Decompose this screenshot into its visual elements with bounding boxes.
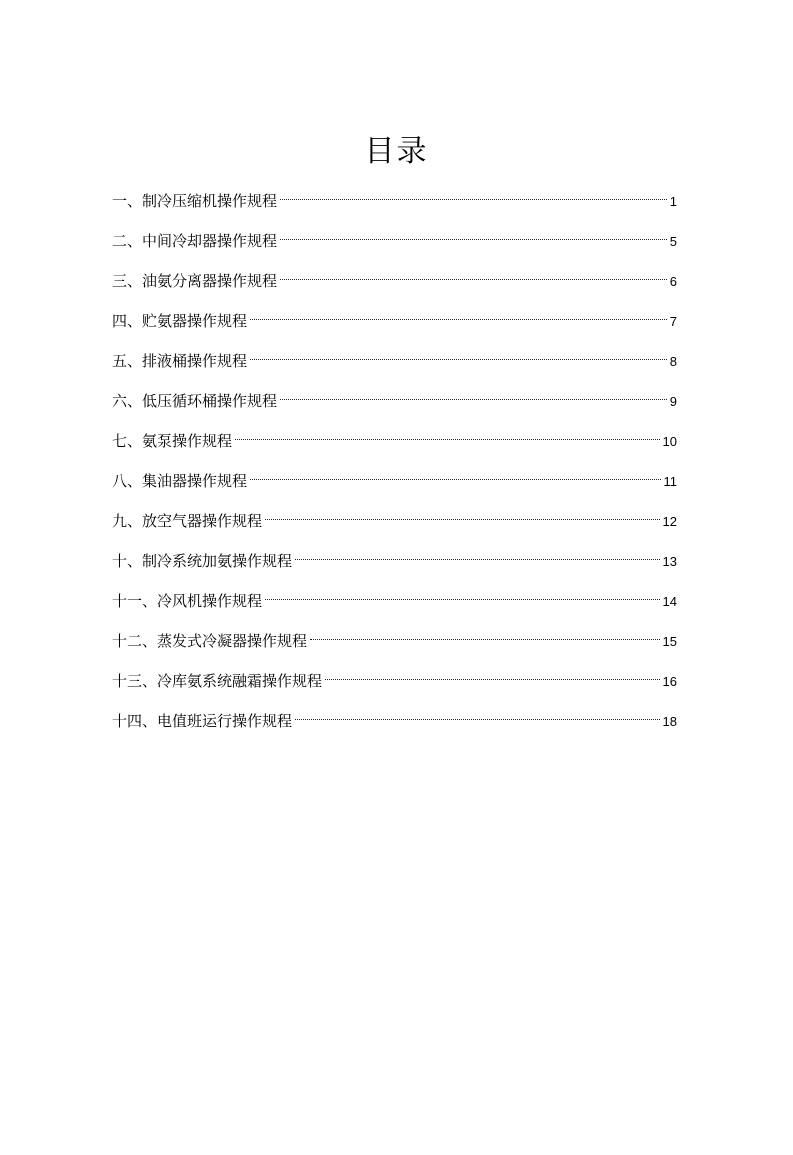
toc-entry-label: 三、油氨分离器操作规程: [112, 272, 278, 290]
toc-page-number: 5: [669, 234, 677, 249]
toc-page-number: 11: [663, 474, 677, 489]
toc-dot-leader: [280, 199, 667, 200]
toc-page-number: 10: [662, 434, 677, 449]
toc-page-number: 8: [669, 354, 677, 369]
toc-dot-leader: [250, 479, 660, 480]
toc-entry[interactable]: [112, 186, 677, 226]
toc-entry[interactable]: [112, 706, 677, 746]
toc-dot-leader: [280, 399, 667, 400]
toc-entry-label: 十一、冷风机操作规程: [112, 592, 263, 610]
toc-dot-leader: [265, 519, 660, 520]
toc-page-number: 12: [662, 514, 677, 529]
toc-entry[interactable]: [112, 466, 677, 506]
toc-entry-label: 六、低压循环桶操作规程: [112, 392, 278, 410]
toc-page-number: 15: [662, 634, 677, 649]
toc-entry[interactable]: [112, 226, 677, 266]
toc-dot-leader: [295, 559, 660, 560]
toc-entry[interactable]: [112, 306, 677, 346]
toc-page-number: 9: [669, 394, 677, 409]
toc-dot-leader: [265, 599, 660, 600]
toc-entry[interactable]: [112, 626, 677, 666]
toc-entry-label: 十三、冷库氨系统融霜操作规程: [112, 672, 323, 690]
toc-entry-label: 十、制冷系统加氨操作规程: [112, 552, 293, 570]
toc-entry[interactable]: [112, 426, 677, 466]
toc-entry[interactable]: [112, 586, 677, 626]
toc-dot-leader: [310, 639, 660, 640]
toc-dot-leader: [280, 239, 667, 240]
toc-dot-leader: [280, 279, 667, 280]
toc-entry-label: 九、放空气器操作规程: [112, 512, 263, 530]
toc-entry[interactable]: [112, 506, 677, 546]
toc-entry[interactable]: [112, 346, 677, 386]
toc-entry-label: 五、排液桶操作规程: [112, 352, 248, 370]
toc-entry[interactable]: [112, 386, 677, 426]
toc-dot-leader: [250, 319, 667, 320]
toc-page-number: 13: [662, 554, 677, 569]
toc-page-number: 16: [662, 674, 677, 689]
toc-entry-label: 七、氨泵操作规程: [112, 432, 233, 450]
toc-dot-leader: [295, 719, 660, 720]
toc-page-number: 1: [669, 194, 677, 209]
toc-entry[interactable]: [112, 546, 677, 586]
toc-page-number: 7: [669, 314, 677, 329]
toc-entry-label: 四、贮氨器操作规程: [112, 312, 248, 330]
toc-page-number: 6: [669, 274, 677, 289]
toc-entry-label: 十二、蒸发式冷凝器操作规程: [112, 632, 308, 650]
toc-dot-leader: [235, 439, 660, 440]
toc-entry-label: 十四、电值班运行操作规程: [112, 712, 293, 730]
toc-dot-leader: [250, 359, 667, 360]
toc-entry[interactable]: [112, 266, 677, 306]
toc-page-number: 14: [662, 594, 677, 609]
toc-entry[interactable]: [112, 666, 677, 706]
toc-list: [112, 186, 677, 746]
toc-title: 目录: [364, 134, 429, 169]
toc-entry-label: 一、制冷压缩机操作规程: [112, 192, 278, 210]
toc-dot-leader: [325, 679, 660, 680]
toc-entry-label: 二、中间冷却器操作规程: [112, 232, 278, 250]
toc-page-number: 18: [662, 714, 677, 729]
toc-entry-label: 八、集油器操作规程: [112, 472, 248, 490]
